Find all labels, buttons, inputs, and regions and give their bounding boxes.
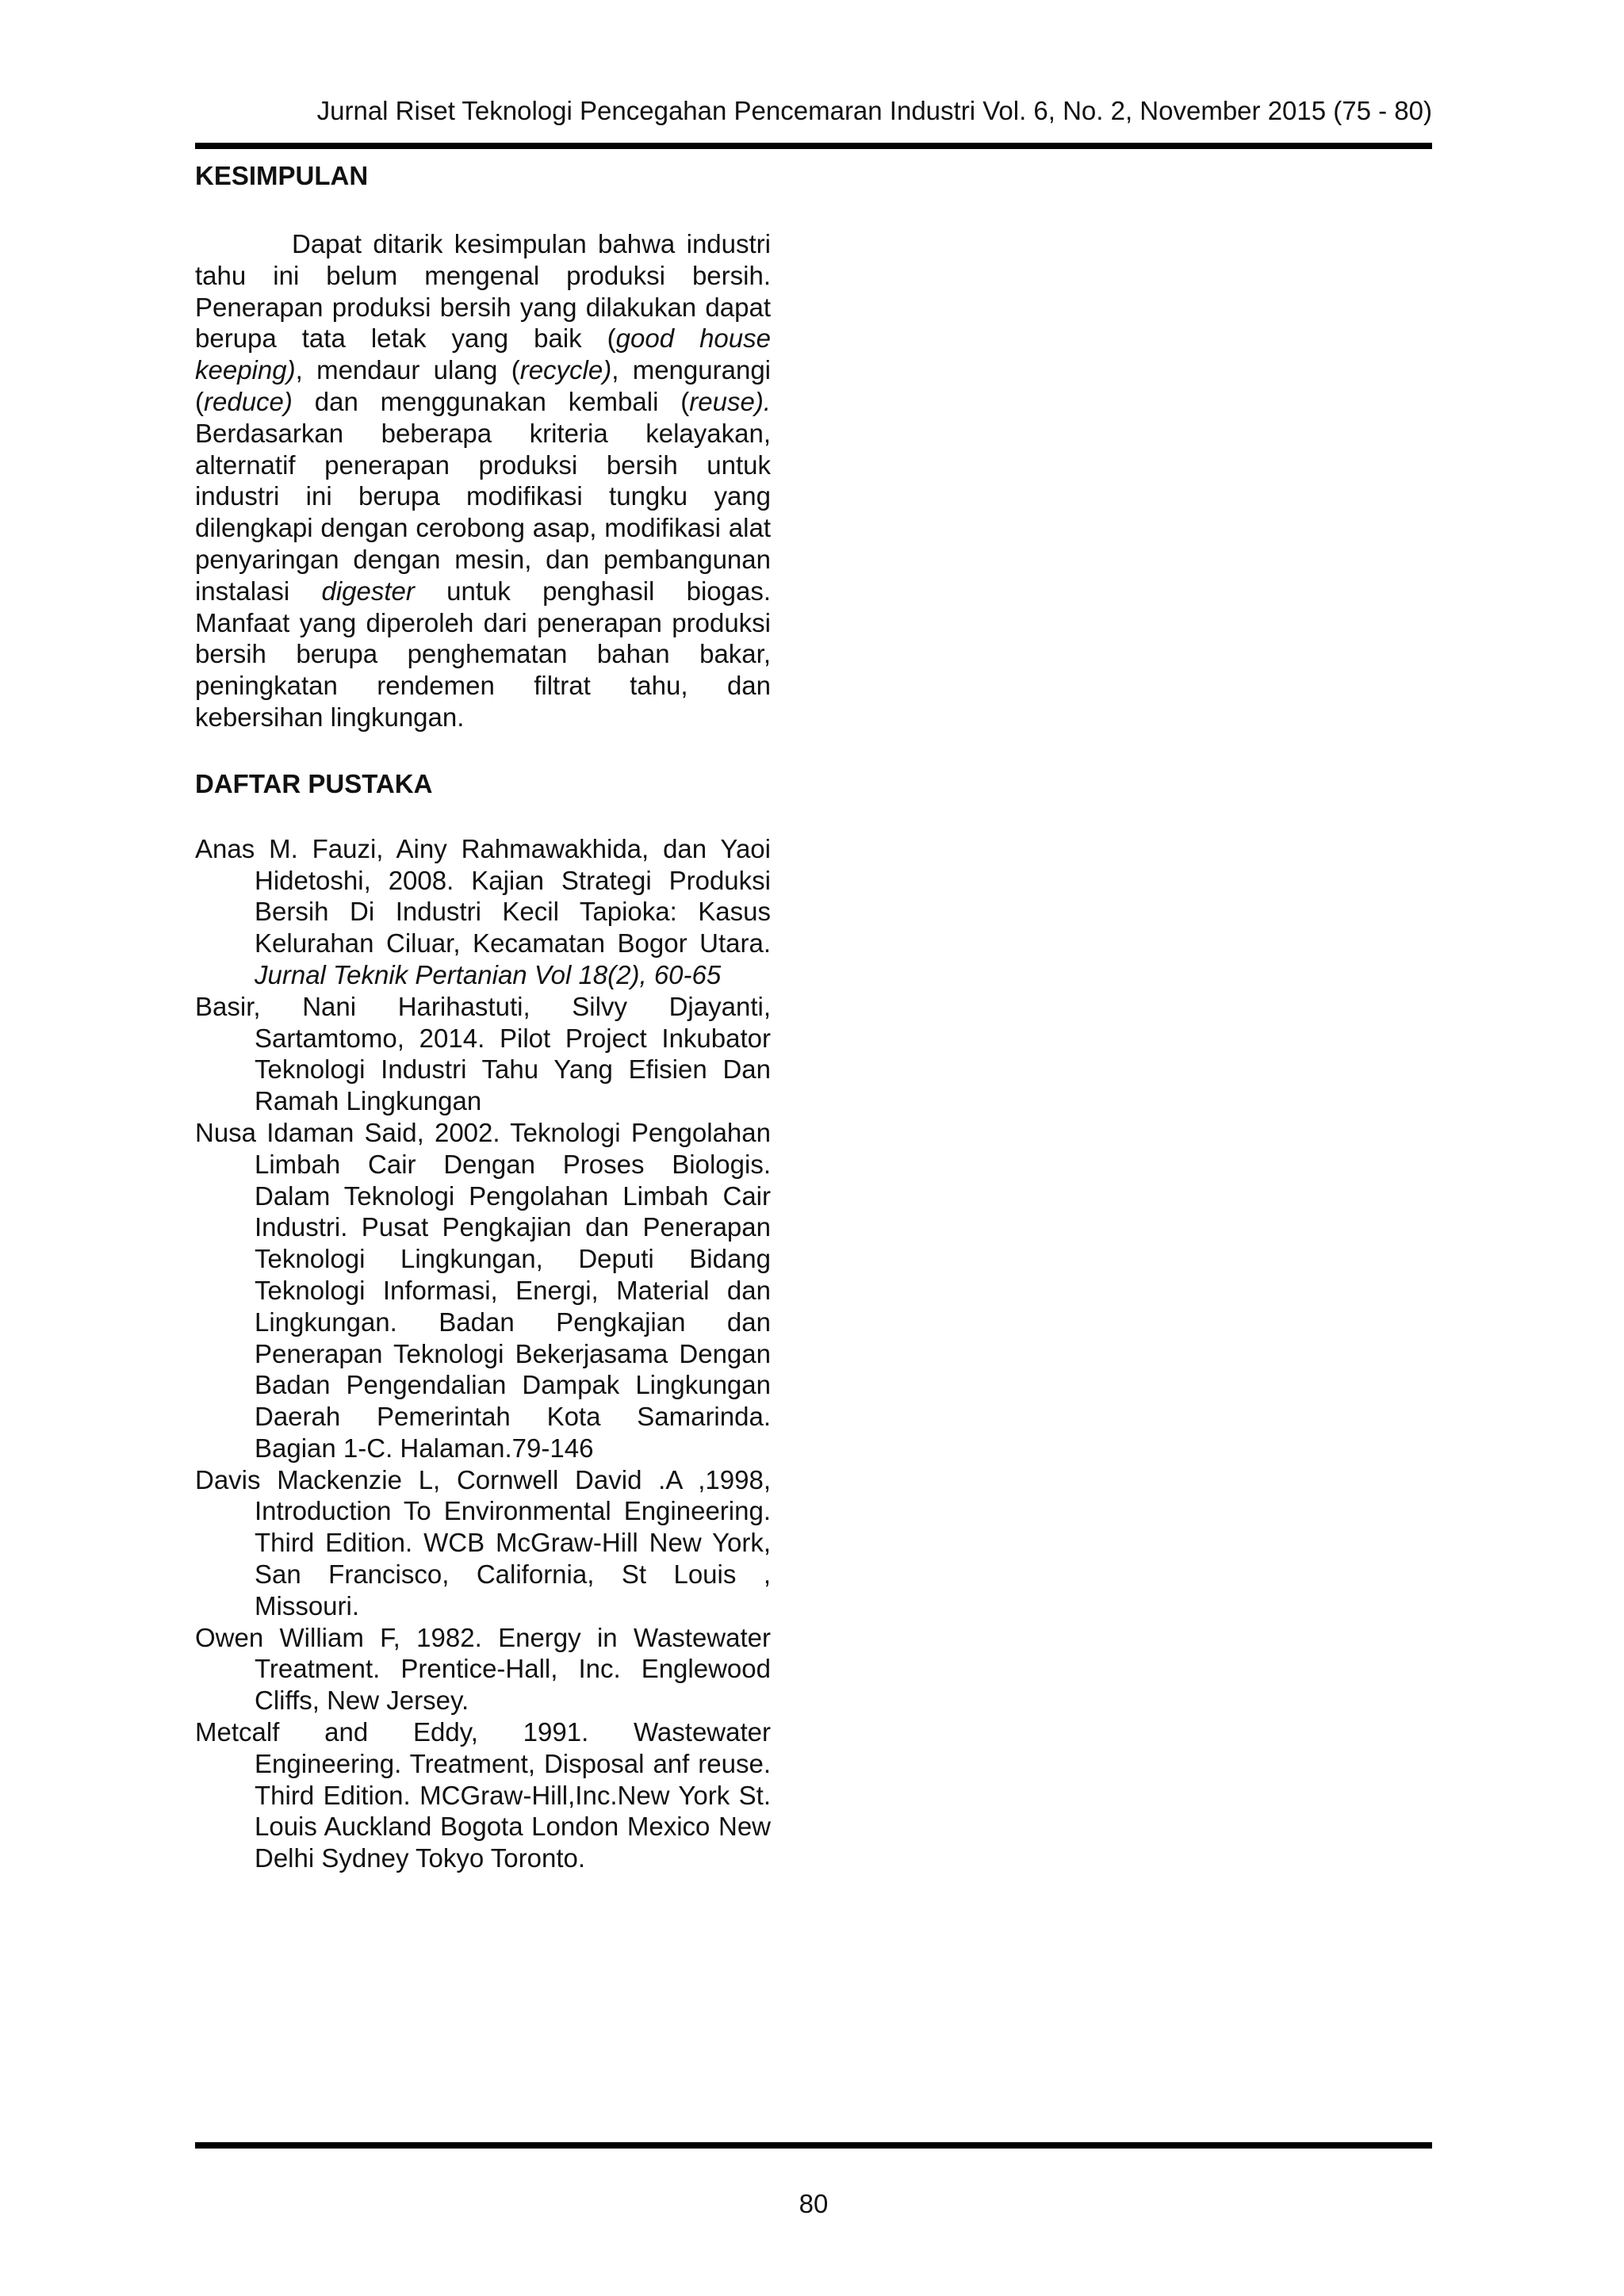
reference-text: Nusa Idaman Said, 2002. Teknologi Pengolahan Limbah Cair Dengan Proses Biologis. Dalam Teknologi Pengolahan Limbah Cair Industri. Pusat Pengkajian dan Penerapan Teknologi Lingkungan, Deputi Bidang Teknologi Informasi, Energi, Material dan Lingkungan. Badan Pengkajian dan Penerapan Teknologi Bekerjasama Dengan Badan Pengendalian Dampak Lingkungan Daerah Pemerintah Kota Samarinda. Bagian 1-C. Halaman.79-146 (195, 1117, 771, 1463)
reference-text: Owen William F, 1982. Energy in Wastewater Treatment. Prentice-Hall, Inc. Englewood Cliffs, New Jersey. (195, 1622, 771, 1716)
header-rule (195, 143, 1432, 149)
conclusion-term-reduce: reduce) (204, 386, 293, 416)
reference-text: Anas M. Fauzi, Ainy Rahmawakhida, dan Yaoi Hidetoshi, 2008. Kajian Strategi Produksi Bersih Di Industri Kecil Tapioka: Kasus Kelurahan Ciluar, Kecamatan Bogor Utara. (195, 833, 771, 959)
running-header: Jurnal Riset Teknologi Pencegahan Pencemaran Industri Vol. 6, No. 2, November 2015 (75 - 80) (316, 96, 1432, 125)
conclusion-text-6: untuk penghasil biogas. Manfaat yang diperoleh dari penerapan produksi bersih berupa penghematan bahan bakar, peningkatan rendemen filtrat tahu, dan kebersihan lingkungan. (195, 576, 772, 732)
conclusion-term-recycle: recycle) (519, 355, 612, 385)
reference-journal: Jurnal Teknik Pertanian Vol 18(2), 60-65 (255, 959, 722, 989)
left-column (195, 159, 771, 1874)
conclusion-term-reuse: reuse). (689, 386, 771, 416)
conclusion-text-2: , mendaur ulang ( (295, 355, 520, 385)
conclusion-text-5: Berdasarkan beberapa kriteria kelayakan, alternatif penerapan produksi bersih untuk industri ini berupa modifikasi tungku yang dilengkapi dengan cerobong asap, modifikasi alat penyaringan dengan mesin, dan pembangunan instalasi (195, 418, 771, 606)
reference-text: Metcalf and Eddy, 1991. Wastewater Engineering. Treatment, Disposal anf reuse. Third Edition. MCGraw-Hill,Inc.New York St. Louis Auckland Bogota London Mexico New Delhi Sydney Tokyo Toronto. (195, 1717, 771, 1873)
reference-item (195, 1117, 771, 1464)
references-title: DAFTAR PUSTAKA (195, 768, 433, 798)
conclusion-term-good-house-keeping: good house keeping) (195, 323, 771, 385)
reference-item (195, 1622, 771, 1716)
conclusion-paragraph (195, 228, 771, 733)
footer-rule (195, 2142, 1432, 2149)
conclusion-term-digester: digester (321, 576, 415, 606)
reference-text: Basir, Nani Harihastuti, Silvy Djayanti, Sartamtomo, 2014. Pilot Project Inkubator Teknologi Industri Tahu Yang Efisien Dan Ramah Lingkungan (195, 991, 771, 1116)
page-number: 80 (799, 2189, 829, 2218)
conclusion-title: KESIMPULAN (195, 161, 369, 190)
reference-list (195, 833, 771, 1874)
reference-item (195, 1464, 771, 1622)
conclusion-text-1: Dapat ditarik kesimpulan bahwa industri tahu ini belum mengenal produksi bersih. Penerapan produksi bersih yang dilakukan dapat berupa tata letak yang baik ( (195, 229, 771, 354)
reference-item (195, 833, 771, 991)
reference-item (195, 1716, 771, 1874)
reference-item (195, 991, 771, 1117)
conclusion-text-4: dan menggunakan kembali ( (292, 386, 690, 416)
reference-text: Davis Mackenzie L, Cornwell David .A ,1998, Introduction To Environmental Engineering. Third Edition. WCB McGraw-Hill New York, San Francisco, California, St Louis , Missouri. (195, 1464, 771, 1621)
conclusion-text-3: , mengurangi ( (195, 355, 772, 416)
